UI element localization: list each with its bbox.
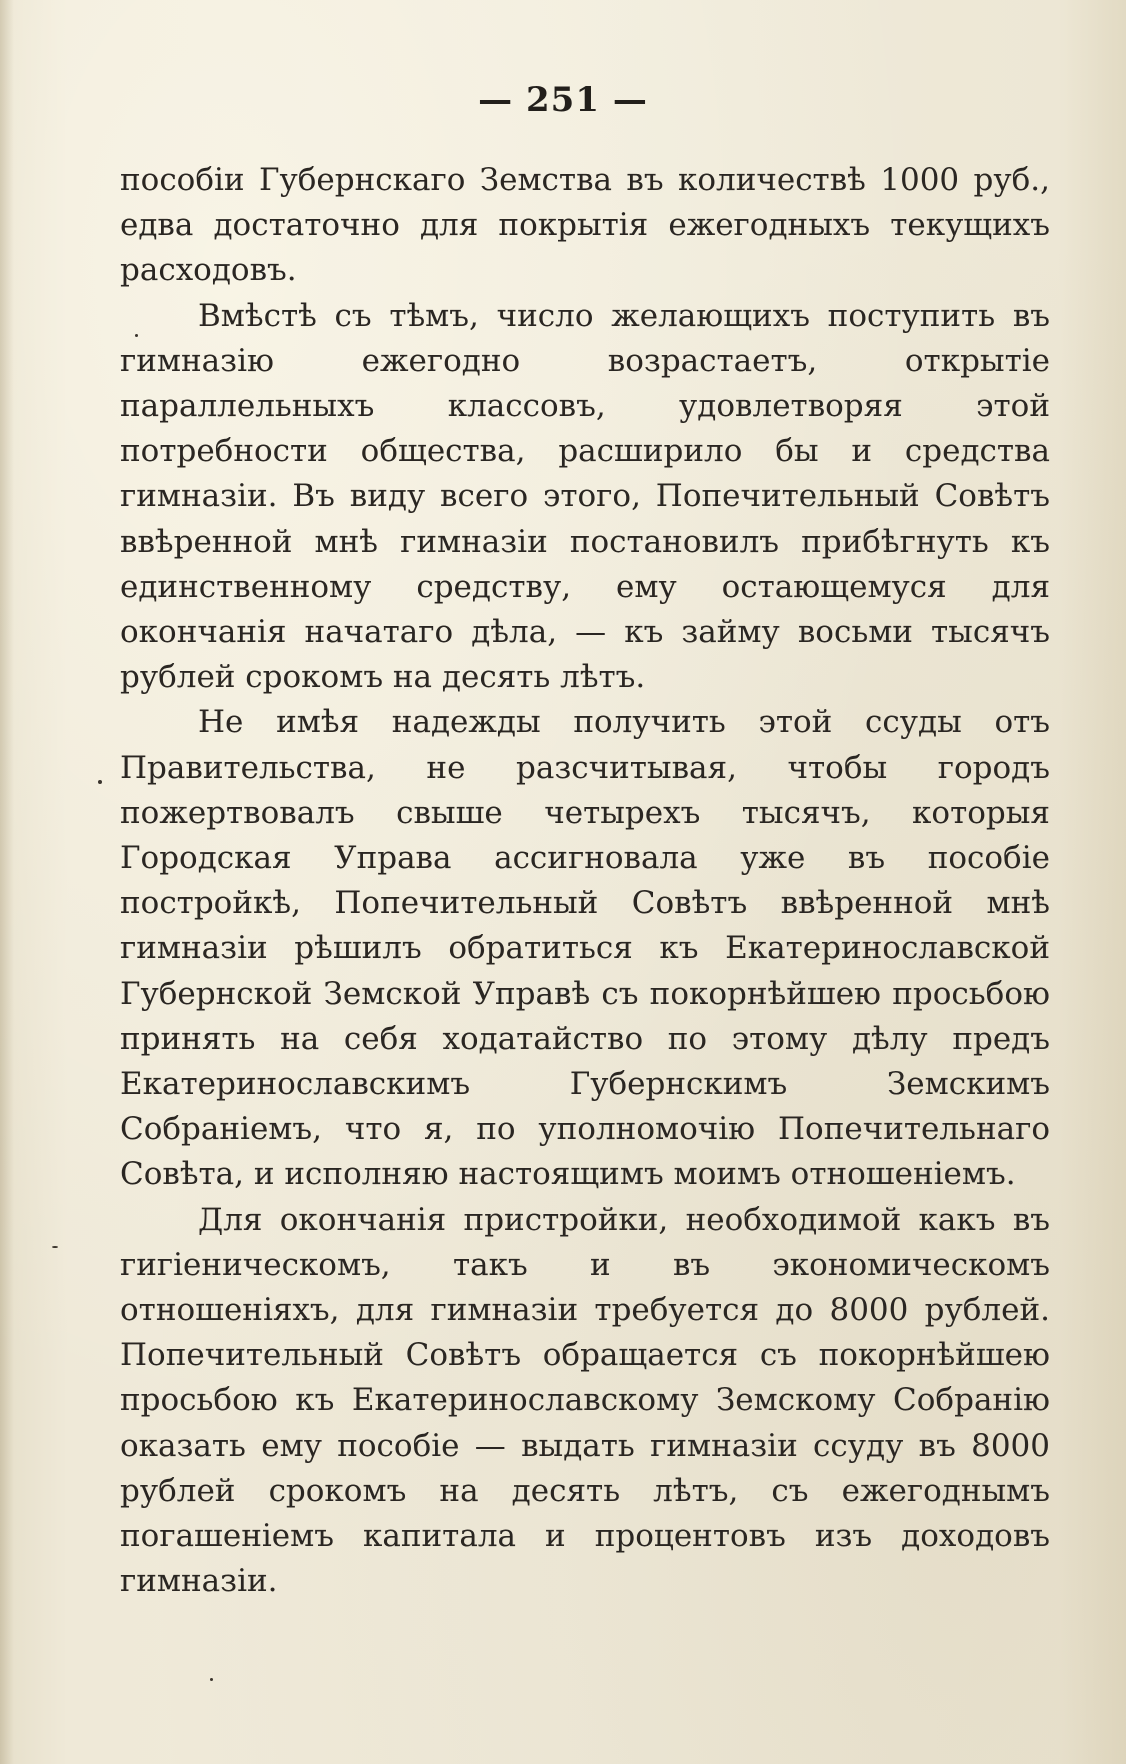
paragraph-3: Не имѣя надежды получить этой ссуды отъ Правительства, не разсчитывая, чтобы городъ пожертвовалъ свыше четырехъ тысячъ, которыя Городская Управа ассигновала уже въ пособіе постройкѣ, Попечительный Совѣтъ ввѣренной мнѣ гимназіи рѣшилъ обратиться къ Екатеринославской Губернской Земской Управѣ съ покорнѣйшею просьбою принять на себя ходатайство по этому дѣлу предъ Екатеринославскимъ Губернскимъ Земскимъ Собраніемъ, что я, по уполномочію Попечительнаго Совѣта, и исполняю настоящимъ моимъ отношеніемъ. [120,704,1050,1193]
paragraph-2: Вмѣстѣ съ тѣмъ, число желающихъ поступить въ гимназію ежегодно возрастаетъ, открытіе параллельныхъ классовъ, удовлетворяя этой потребности общества, расширило бы и средства гимназіи. Въ виду всего этого, Попечительный Совѣтъ ввѣренной мнѣ гимназіи постановилъ прибѣгнуть къ единственному средству, ему остающемуся для окончанія начатаго дѣла, — къ займу восьми тысячъ рублей срокомъ на десять лѣтъ. [120,297,1050,696]
paragraph-4: Для окончанія пристройки, необходимой какъ въ гигіеническомъ, такъ и въ экономическомъ отношеніяхъ, для гимназіи требуется до 8000 рублей. Попечительный Совѣтъ обращается съ покорнѣйшею просьбою къ Екатеринославскому Земскому Собранію оказать ему пособіе — выдать гимназіи ссуду въ 8000 рублей срокомъ на десять лѣтъ, съ ежегоднымъ погашеніемъ капитала и процентовъ изъ доходовъ гимназіи. [120,1201,1050,1600]
ink-speck [210,1678,213,1681]
paragraph-1: пособіи Губернскаго Земства въ количествѣ 1000 руб., едва достаточно для покрытія ежегодныхъ текущихъ расходовъ. [120,162,1050,289]
page-number: — 251 — [478,80,648,120]
ink-speck [98,780,102,784]
body-text [120,158,1050,1605]
ink-speck [135,334,138,337]
page-edge-shadow [0,0,14,1764]
ink-speck [52,1246,58,1248]
